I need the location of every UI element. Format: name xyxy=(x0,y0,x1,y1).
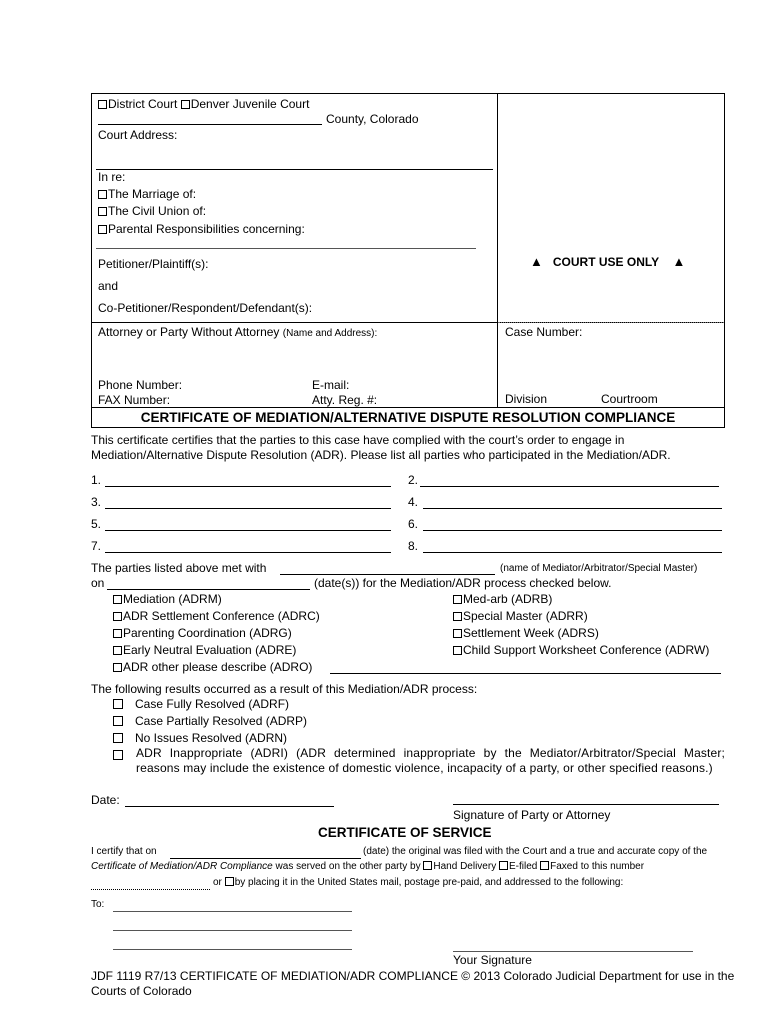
dates-suffix: (date(s)) for the Mediation/ADR process checked below. xyxy=(314,576,612,590)
party-signature-field[interactable] xyxy=(453,792,719,805)
mediator-name-field[interactable] xyxy=(280,562,495,575)
up-arrow-icon: ▲ xyxy=(530,254,543,269)
result-inappropriate-text: ADR Inappropriate (ADRI) (ADR determined inappropriate by the Mediator/Arbitrator/Special Master; reasons may include the existence of domestic violence, incapacity of a party, or other specified reasons.) xyxy=(136,746,725,775)
courtroom-label: Courtroom xyxy=(601,392,658,406)
petitioner-label: Petitioner/Plaintiff(s): xyxy=(98,257,209,271)
adr-settlement-conference-checkbox[interactable] xyxy=(113,612,122,621)
footer-line-2: Courts of Colorado xyxy=(91,984,192,998)
intro-line-1: This certificate certifies that the parties to this case have complied with the court’s order to engage in xyxy=(91,433,625,447)
district-court-checkbox[interactable] xyxy=(98,100,107,109)
court-address-line xyxy=(96,169,493,170)
marriage-label: The Marriage of: xyxy=(108,187,197,201)
in-re-label: In re: xyxy=(98,170,126,184)
participant-1-field[interactable] xyxy=(105,474,391,487)
process-option-mediation xyxy=(113,592,222,607)
service-line-2 xyxy=(91,861,644,874)
process-option-label: Med-arb (ADRB) xyxy=(463,592,553,606)
certify-prefix: I certify that on xyxy=(91,846,157,857)
participant-number: 6. xyxy=(408,517,419,531)
date-field[interactable] xyxy=(125,794,334,807)
footer-line-1: JDF 1119 R7/13 CERTIFICATE OF MEDIATION/ADR COMPLIANCE © 2013 Colorado Judicial Department for use in the xyxy=(91,969,735,983)
and-label: and xyxy=(98,279,119,293)
result-fully-resolved xyxy=(113,697,289,712)
participant-3-field[interactable] xyxy=(105,496,391,509)
in-re-civil-union xyxy=(98,204,206,219)
participant-number: 2. xyxy=(408,473,419,487)
process-option-child-support xyxy=(453,643,709,658)
county-label: County, Colorado xyxy=(326,112,419,126)
settlement-week-checkbox[interactable] xyxy=(453,629,462,638)
email-label: E-mail: xyxy=(312,378,350,392)
participant-4-field[interactable] xyxy=(423,496,722,509)
process-option-label: Parenting Coordination (ADRG) xyxy=(123,626,292,640)
result-label: No Issues Resolved (ADRN) xyxy=(135,731,288,745)
mail-checkbox[interactable] xyxy=(225,877,234,886)
copetitioner-label: Co-Petitioner/Respondent/Defendant(s): xyxy=(98,301,313,315)
participant-number: 4. xyxy=(408,495,419,509)
fax-label: FAX Number: xyxy=(98,393,171,407)
result-no-issues xyxy=(113,731,287,746)
result-partially-resolved xyxy=(113,714,307,729)
dates-field[interactable] xyxy=(107,577,310,590)
participant-number: 8. xyxy=(408,539,419,553)
faxed-checkbox[interactable] xyxy=(540,861,549,870)
caption-divider xyxy=(497,93,498,408)
civil-union-checkbox[interactable] xyxy=(98,207,107,216)
process-option-settlement-conference xyxy=(113,609,320,624)
med-arb-checkbox[interactable] xyxy=(453,595,462,604)
process-option-early-neutral xyxy=(113,643,296,658)
parenting-coordination-checkbox[interactable] xyxy=(113,629,122,638)
phone-label: Phone Number: xyxy=(98,378,183,392)
parental-responsibilities-checkbox[interactable] xyxy=(98,225,107,234)
service-title: CERTIFICATE OF SERVICE xyxy=(318,825,492,840)
process-option-label: Settlement Week (ADRS) xyxy=(463,626,599,640)
your-signature-label: Your Signature xyxy=(453,953,532,967)
process-option-label: Special Master (ADRR) xyxy=(463,609,588,623)
participant-8-field[interactable] xyxy=(423,540,722,553)
adr-other-description-field[interactable] xyxy=(330,661,721,674)
early-neutral-evaluation-checkbox[interactable] xyxy=(113,646,122,655)
participant-number: 5. xyxy=(91,517,102,531)
denver-juvenile-court-label: Denver Juvenile Court xyxy=(190,97,310,111)
process-option-special-master xyxy=(453,609,588,624)
adr-other-checkbox[interactable] xyxy=(113,663,122,672)
up-arrow-icon: ▲ xyxy=(672,254,686,269)
process-option-adr-other xyxy=(113,660,312,675)
met-with-label: The parties listed above met with xyxy=(91,561,267,575)
to-label: To: xyxy=(91,899,105,910)
court-use-only-label: COURT USE ONLY xyxy=(552,255,660,269)
process-option-settlement-week xyxy=(453,626,599,641)
faxed-label: Faxed to this number xyxy=(550,861,645,872)
process-option-label: Early Neutral Evaluation (ADRE) xyxy=(123,643,297,657)
address-line-1-field[interactable] xyxy=(113,899,352,912)
service-line-3 xyxy=(213,877,623,890)
no-issues-resolved-checkbox[interactable] xyxy=(113,733,123,743)
participant-6-field[interactable] xyxy=(423,518,722,531)
process-option-label: Child Support Worksheet Conference (ADRW) xyxy=(463,643,710,657)
marriage-checkbox[interactable] xyxy=(98,190,107,199)
results-intro: The following results occurred as a result of this Mediation/ADR process: xyxy=(91,682,478,696)
service-line-1 xyxy=(91,846,157,859)
district-court-label: District Court xyxy=(108,97,178,111)
address-line-2-field[interactable] xyxy=(113,918,352,931)
intro-line-2: Mediation/Alternative Dispute Resolution (ADR). Please list all parties who participated in the Mediation/ADR. xyxy=(91,448,671,462)
participant-number: 1. xyxy=(91,473,102,487)
participant-7-field[interactable] xyxy=(105,540,391,553)
service-date-field[interactable] xyxy=(170,846,361,859)
special-master-checkbox[interactable] xyxy=(453,612,462,621)
process-option-parenting-coordination xyxy=(113,626,292,641)
mediator-name-note: (name of Mediator/Arbitrator/Special Master) xyxy=(500,563,698,574)
participant-5-field[interactable] xyxy=(105,518,391,531)
hand-delivery-checkbox[interactable] xyxy=(423,861,432,870)
your-signature-field[interactable] xyxy=(453,939,693,952)
attorney-row xyxy=(98,325,377,341)
adr-inappropriate-checkbox[interactable] xyxy=(113,750,123,760)
hand-delivery-label: Hand Delivery xyxy=(433,861,497,872)
address-line-3-field[interactable] xyxy=(113,937,352,950)
efiled-label: E-filed xyxy=(508,861,538,872)
result-label: Case Partially Resolved (ADRP) xyxy=(135,714,308,728)
result-label: Case Fully Resolved (ADRF) xyxy=(135,697,290,711)
in-re-line xyxy=(96,248,476,249)
signature-party-label: Signature of Party or Attorney xyxy=(453,808,611,822)
child-support-worksheet-checkbox[interactable] xyxy=(453,646,462,655)
participant-2-field[interactable] xyxy=(420,474,719,487)
court-use-only xyxy=(530,254,685,270)
case-fully-resolved-checkbox[interactable] xyxy=(113,699,123,709)
case-number-label: Case Number: xyxy=(505,325,583,339)
participant-number: 7. xyxy=(91,539,102,553)
attorney-label: Attorney or Party Without Attorney xyxy=(98,325,280,339)
county-field[interactable] xyxy=(98,112,322,125)
denver-juvenile-court-checkbox[interactable] xyxy=(181,100,190,109)
civil-union-label: The Civil Union of: xyxy=(108,204,207,218)
atty-reg-label: Atty. Reg. #: xyxy=(312,393,378,407)
participant-number: 3. xyxy=(91,495,102,509)
form-title: CERTIFICATE OF MEDIATION/ALTERNATIVE DISPUTE RESOLUTION COMPLIANCE xyxy=(140,410,676,425)
mail-text: by placing it in the United States mail, postage pre-paid, and addressed to the following: xyxy=(234,877,624,888)
process-option-label: ADR other please describe (ADRO) xyxy=(123,660,313,674)
court-type-row xyxy=(98,97,309,112)
process-option-label: ADR Settlement Conference (ADRC) xyxy=(123,609,320,623)
or-text: or xyxy=(213,877,222,888)
in-re-parental xyxy=(98,222,305,237)
fax-number-field[interactable] xyxy=(91,877,210,890)
date-label: Date: xyxy=(91,793,120,807)
efiled-checkbox[interactable] xyxy=(499,861,508,870)
result-inappropriate-row xyxy=(113,748,135,763)
on-label: on xyxy=(91,576,105,590)
certificate-name: Certificate of Mediation/ADR Compliance xyxy=(91,861,273,872)
caption-box xyxy=(91,93,725,408)
process-option-med-arb xyxy=(453,592,552,607)
division-label: Division xyxy=(505,392,548,406)
certify-suffix: (date) the original was filed with the Court and a true and accurate copy of the xyxy=(363,846,708,857)
parental-responsibilities-label: Parental Responsibilities concerning: xyxy=(108,222,305,236)
served-text: was served on the other party by xyxy=(275,861,421,872)
court-use-divider xyxy=(498,322,724,323)
case-partially-resolved-checkbox[interactable] xyxy=(113,716,123,726)
attorney-note: (Name and Address): xyxy=(282,328,378,339)
in-re-marriage xyxy=(98,187,196,202)
process-option-label: Mediation (ADRM) xyxy=(123,592,222,606)
mediation-checkbox[interactable] xyxy=(113,595,122,604)
court-address-label: Court Address: xyxy=(98,128,178,142)
